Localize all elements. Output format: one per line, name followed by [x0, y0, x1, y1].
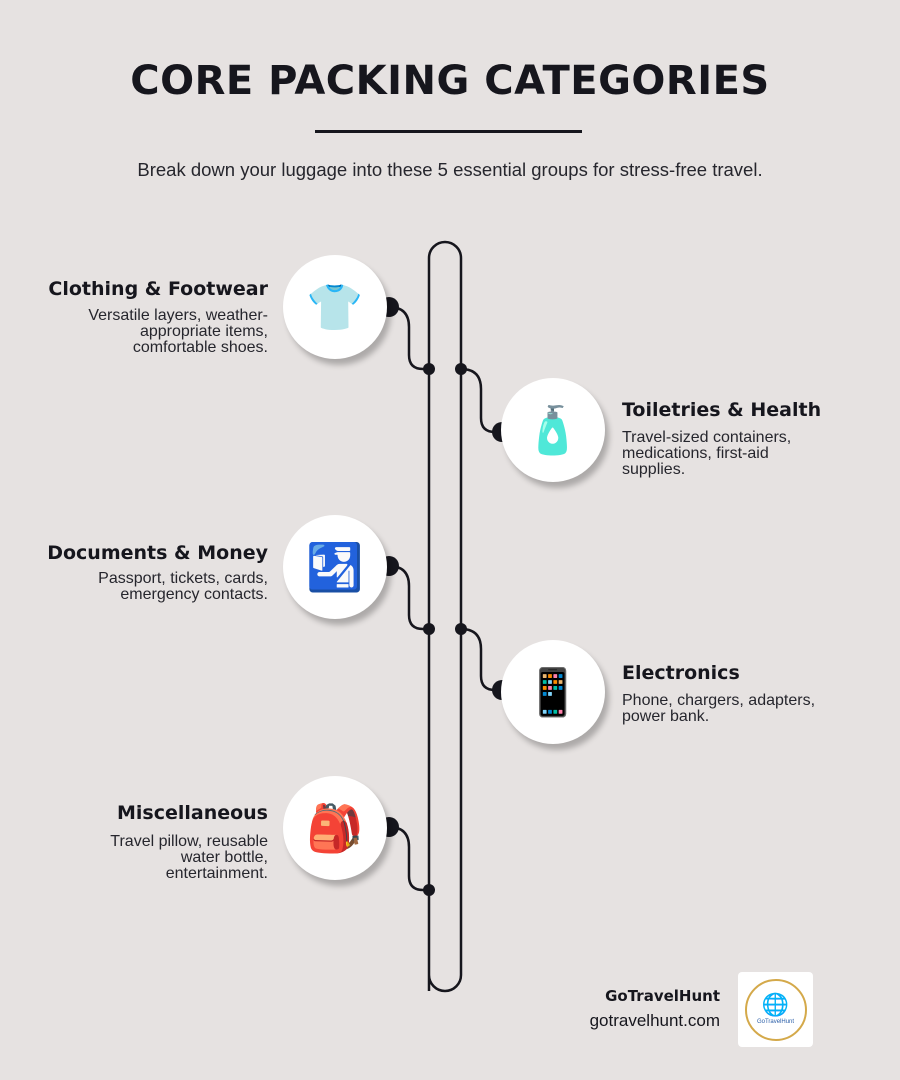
page-title: CORE PACKING CATEGORIES — [130, 58, 770, 104]
category-icon-circle — [501, 378, 605, 482]
logo-ring — [745, 979, 807, 1041]
category-description: Travel pillow, reusable water bottle, entertainment. — [110, 833, 268, 882]
category-title: Documents & Money — [47, 542, 268, 564]
category-description: Versatile layers, weather- appropriate items, comfortable shoes. — [88, 307, 268, 356]
category-icon-circle — [283, 255, 387, 359]
polo-shirt-icon: 👕 — [306, 280, 364, 334]
category-description: Passport, tickets, cards, emergency contacts. — [98, 570, 268, 603]
category-description: Travel-sized containers, medications, first-aid supplies. — [622, 429, 792, 478]
mobile-phone-icon: 📱 — [524, 665, 582, 719]
backpack-icon: 🎒 — [306, 801, 364, 855]
lotion-bottle-icon: 🧴 — [524, 403, 582, 457]
category-icon-circle — [501, 640, 605, 744]
category-title: Clothing & Footwear — [48, 278, 268, 300]
brand-name: GoTravelHunt — [605, 987, 720, 1005]
category-title: Toiletries & Health — [622, 399, 822, 421]
category-title: Electronics — [622, 662, 740, 684]
brand-url-link[interactable]: gotravelhunt.com — [589, 1011, 720, 1030]
category-description: Phone, chargers, adapters, power bank. — [622, 692, 816, 725]
category-icon-circle — [283, 515, 387, 619]
page-subtitle: Break down your luggage into these 5 essential groups for stress-free travel. — [137, 159, 763, 180]
category-icon-circle — [283, 776, 387, 880]
category-title: Miscellaneous — [116, 802, 268, 824]
brand-logo — [738, 972, 813, 1047]
globe-plane-icon: 🌐 — [761, 992, 790, 1018]
passport-control-icon: 🛂 — [306, 540, 364, 594]
logo-text: GoTravelHunt — [756, 1018, 795, 1025]
